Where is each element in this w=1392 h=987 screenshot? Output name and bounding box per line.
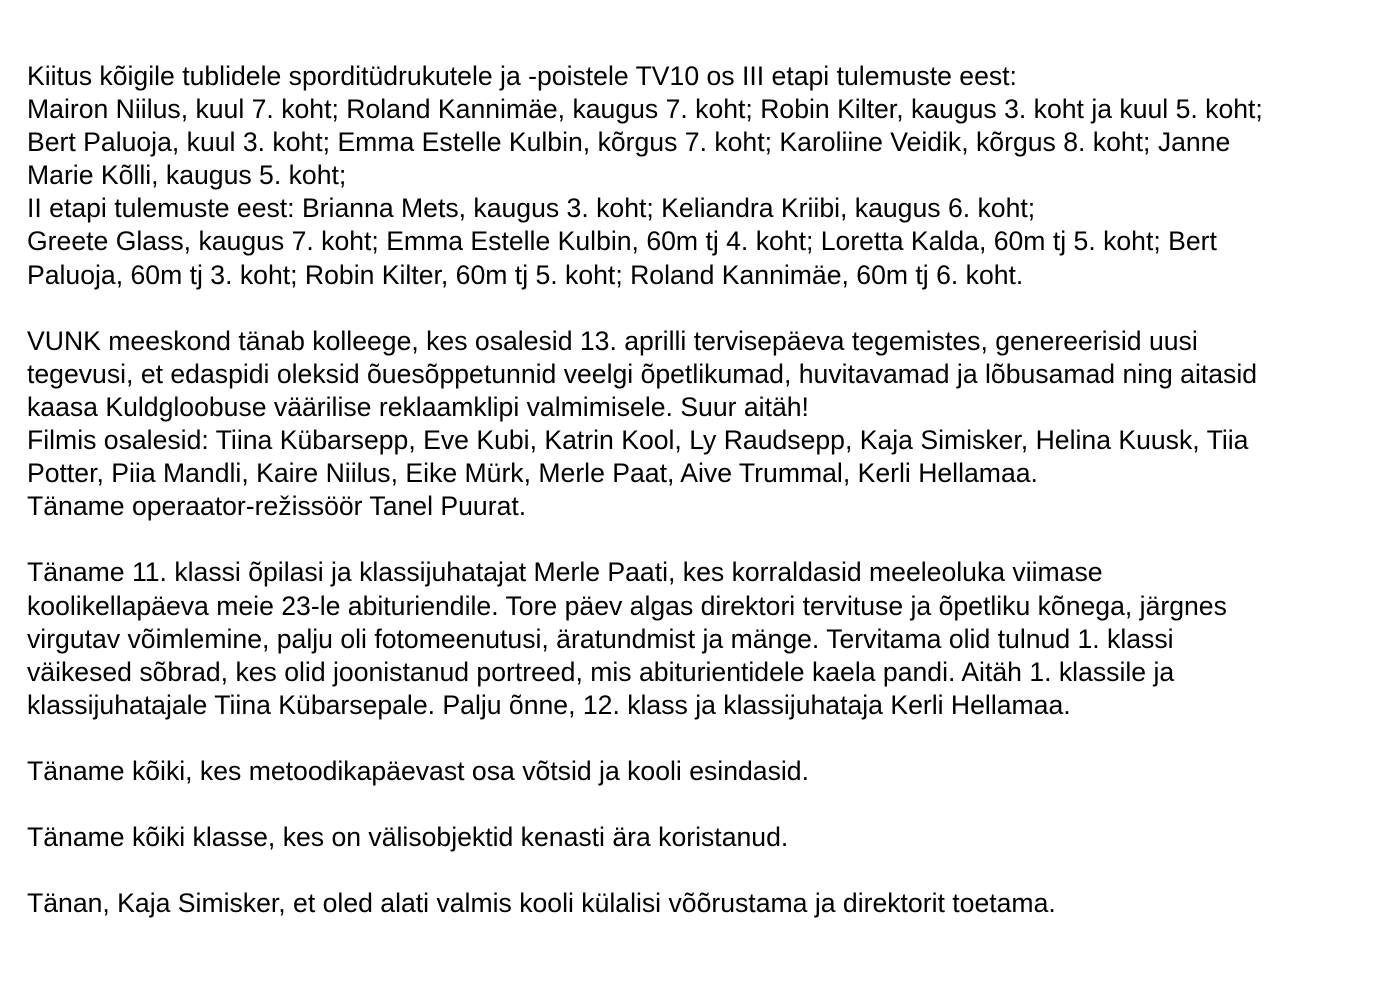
text-line: koolikellapäeva meie 23-le abituriendile. Tore päev algas direktori tervituse ja õpetliku kõnega, järgnes bbox=[27, 590, 1227, 621]
paragraph-spacer bbox=[27, 722, 1377, 755]
text-line: Täname operaator-režissöör Tanel Puurat. bbox=[27, 491, 527, 522]
paragraph-class-11 bbox=[27, 556, 1377, 721]
text-line: Täname kõiki, kes metoodikapäevast osa võtsid ja kooli esindasid. bbox=[27, 755, 809, 786]
text-line: Paluoja, 60m tj 3. koht; Robin Kilter, 60m tj 5. koht; Roland Kannimäe, 60m tj 6. koht. bbox=[27, 259, 1024, 290]
text-line: Kiitus kõigile tublidele sporditüdrukutele ja -poistele TV10 os III etapi tulemuste eest: bbox=[27, 61, 1017, 91]
text-line: Filmis osalesid: Tiina Kübarsepp, Eve Kubi, Katrin Kool, Ly Raudsepp, Kaja Simisker, Helina Kuusk, Tiia bbox=[27, 425, 1249, 456]
text-line: Täname 11. klassi õpilasi ja klassijuhatajat Merle Paati, kes korraldasid meeleoluka viimase bbox=[27, 557, 1103, 588]
paragraph-vunk-team bbox=[27, 325, 1377, 524]
text-line: tegevusi, et edaspidi oleksid õuesõppetunnid veelgi õpetlikumad, huvitavamad ja lõbusamad ning aitasid bbox=[27, 358, 1258, 389]
text-line: Tänan, Kaja Simisker, et oled alati valmis kooli külalisi võõrustama ja direktorit toetama. bbox=[27, 888, 1056, 919]
paragraph-spacer bbox=[27, 854, 1377, 887]
document-body bbox=[27, 60, 1377, 920]
text-line: Marie Kõlli, kaugus 5. koht; bbox=[27, 160, 347, 191]
text-line: väikesed sõbrad, kes olid joonistanud portreed, mis abiturientidele kaela pandi. Aitäh 1. klassile ja bbox=[27, 656, 1175, 687]
paragraph-outdoor-cleanup bbox=[27, 821, 1377, 854]
paragraph-sports-results bbox=[27, 60, 1377, 292]
text-line: klassijuhatajale Tiina Kübarsepale. Palju õnne, 12. klass ja klassijuhataja Kerli Hellamaa. bbox=[27, 689, 1071, 720]
text-line: Greete Glass, kaugus 7. koht; Emma Estelle Kulbin, 60m tj 4. koht; Loretta Kalda, 60m tj 5. koht; Bert bbox=[27, 226, 1217, 257]
paragraph-spacer bbox=[27, 523, 1377, 556]
text-line: II etapi tulemuste eest: Brianna Mets, kaugus 3. koht; Keliandra Kriibi, kaugus 6. koht; bbox=[27, 193, 1036, 224]
text-line: virgutav võimlemine, palju oli fotomeenutusi, äratundmist ja mänge. Tervitama olid tulnud 1. klassi bbox=[27, 623, 1174, 654]
text-line: Potter, Piia Mandli, Kaire Niilus, Eike Mürk, Merle Paat, Aive Trummal, Kerli Hellamaa. bbox=[27, 458, 1038, 489]
text-line: Täname kõiki klasse, kes on välisobjektid kenasti ära koristanud. bbox=[27, 822, 789, 853]
text-line: Mairon Niilus, kuul 7. koht; Roland Kannimäe, kaugus 7. koht; Robin Kilter, kaugus 3. koht ja kuul 5. koht; bbox=[27, 94, 1263, 125]
text-line: Bert Paluoja, kuul 3. koht; Emma Estelle Kulbin, kõrgus 7. koht; Karoliine Veidik, kõrgus 8. koht; Janne bbox=[27, 127, 1231, 158]
paragraph-thanks-kaja bbox=[27, 887, 1377, 920]
text-line: VUNK meeskond tänab kolleege, kes osalesid 13. aprilli tervisepäeva tegemistes, genereerisid uusi bbox=[27, 325, 1198, 356]
paragraph-spacer bbox=[27, 292, 1377, 325]
text-line: kaasa Kuldgloobuse väärilise reklaamklipi valmimisele. Suur aitäh! bbox=[27, 391, 809, 422]
paragraph-spacer bbox=[27, 788, 1377, 821]
paragraph-methodology-day bbox=[27, 755, 1377, 788]
